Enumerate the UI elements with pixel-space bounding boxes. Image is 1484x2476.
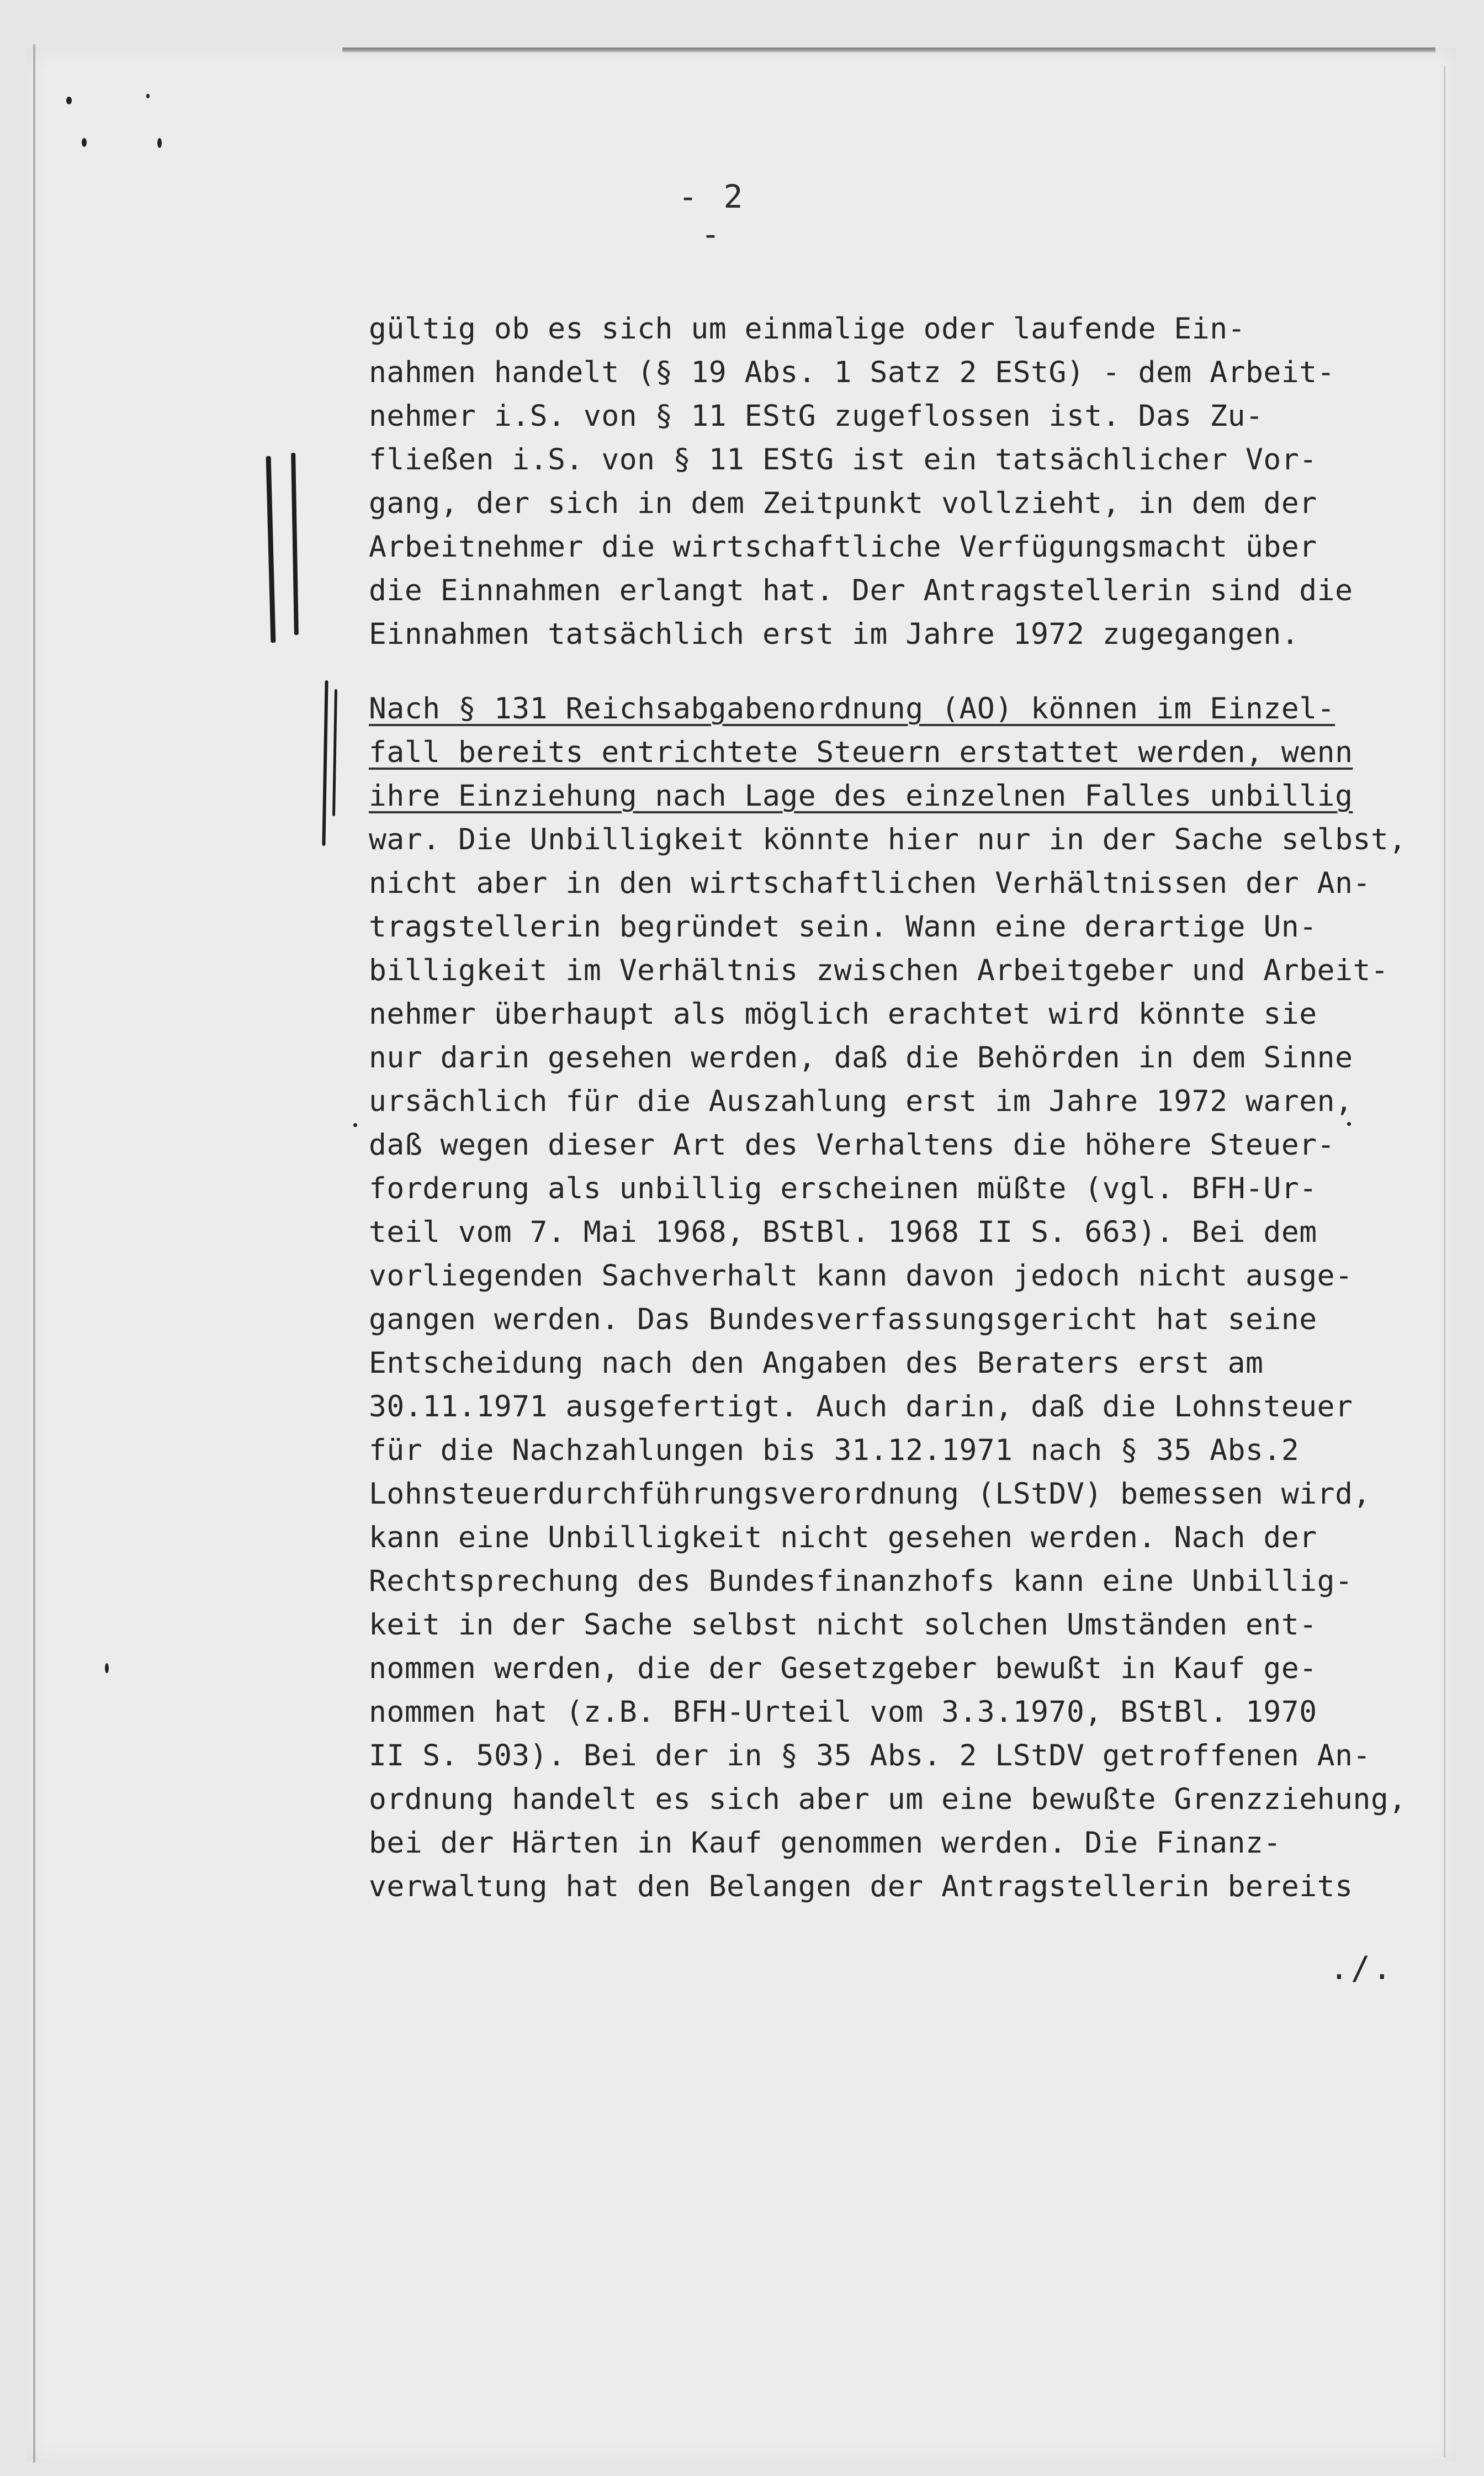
text-line: Rechtsprechung des Bundesfinanzhofs kann eine Unbillig- [369, 1564, 1353, 1598]
margin-speck [105, 1663, 109, 1673]
text-line: billigkeit im Verhältnis zwischen Arbeitgeber und Arbeit- [369, 954, 1389, 987]
page-number: - 2 - [678, 178, 746, 253]
paragraph-gap [369, 656, 1396, 687]
text-line: teil vom 7. Mai 1968, BStBl. 1968 II S. 663). Bei dem [369, 1215, 1317, 1249]
text-line: II S. 503). Bei der in § 35 Abs. 2 LStDV getroffenen An- [369, 1739, 1371, 1773]
text-line: nahmen handelt (§ 19 Abs. 1 Satz 2 EStG) - dem Arbeit- [369, 356, 1335, 389]
body-text [369, 307, 1407, 1908]
text-line: kann eine Unbilligkeit nicht gesehen werden. Nach der [369, 1521, 1317, 1554]
text-line: verwaltung hat den Belangen der Antragstellerin bereits [369, 1870, 1353, 1903]
text-line: vorliegenden Sachverhalt kann davon jedoch nicht ausge- [369, 1259, 1353, 1293]
text-line: war. Die Unbilligkeit könnte hier nur in der Sache selbst, [369, 823, 1407, 856]
text-line: Einnahmen tatsächlich erst im Jahre 1972 zugegangen. [369, 617, 1300, 651]
margin-speck [146, 94, 150, 98]
text-line: Arbeitnehmer die wirtschaftliche Verfügungsmacht über [369, 530, 1317, 564]
paragraph-1 [369, 307, 1396, 656]
text-line: Entscheidung nach den Angaben des Beraters erst am [369, 1346, 1264, 1380]
text-line: gültig ob es sich um einmalige oder laufende Ein- [369, 312, 1246, 346]
text-line: nommen hat (z.B. BFH-Urteil vom 3.3.1970, BStBl. 1970 [369, 1695, 1317, 1729]
continuation-mark: ./. [1329, 1949, 1394, 1987]
text-line: keit in der Sache selbst nicht solchen Umständen ent- [369, 1608, 1317, 1642]
margin-speck [82, 138, 87, 147]
text-line: für die Nachzahlungen bis 31.12.1971 nach § 35 Abs.2 [369, 1433, 1300, 1467]
margin-speck [157, 138, 162, 148]
text-line: nehmer i.S. von § 11 EStG zugeflossen ist. Das Zu- [369, 399, 1264, 433]
text-line: 30.11.1971 ausgefertigt. Auch darin, daß die Lohnsteuer [369, 1390, 1353, 1424]
text-line-underlined: Nach § 131 Reichsabgabenordnung (AO) können im Einzel- [369, 692, 1335, 726]
right-paper-edge [1444, 66, 1445, 2457]
text-line: ordnung handelt es sich aber um eine bewußte Grenzziehung, [369, 1782, 1407, 1816]
text-line: forderung als unbillig erscheinen müßte (vgl. BFH-Ur- [369, 1172, 1317, 1205]
margin-speck [66, 97, 72, 104]
text-line-underlined: fall bereits entrichtete Steuern erstattet werden, wenn [369, 736, 1353, 769]
text-line: bei der Härten in Kauf genommen werden. Die Finanz- [369, 1826, 1281, 1860]
text-line: ursächlich für die Auszahlung erst im Jahre 1972 waren, [369, 1084, 1353, 1118]
paragraph-2 [369, 687, 1407, 1908]
text-line: daß wegen dieser Art des Verhaltens die höhere Steuer- [369, 1128, 1335, 1162]
text-line: die Einnahmen erlangt hat. Der Antragstellerin sind die [369, 574, 1353, 607]
text-line-underlined: ihre Einziehung nach Lage des einzelnen Falles unbillig [369, 779, 1353, 813]
text-line: gang, der sich in dem Zeitpunkt vollzieht, in dem der [369, 486, 1317, 520]
text-line: nicht aber in den wirtschaftlichen Verhältnissen der An- [369, 866, 1371, 900]
text-line: Lohnsteuerdurchführungsverordnung (LStDV) bemessen wird, [369, 1477, 1371, 1511]
text-line: tragstellerin begründet sein. Wann eine derartige Un- [369, 910, 1317, 944]
text-line: fließen i.S. von § 11 EStG ist ein tatsächlicher Vor- [369, 443, 1317, 477]
text-line: nommen werden, die der Gesetzgeber bewußt in Kauf ge- [369, 1652, 1317, 1685]
top-edge-shadow [342, 47, 1435, 53]
text-line: nur darin gesehen werden, daß die Behörden in dem Sinne [369, 1041, 1353, 1075]
text-line: nehmer überhaupt als möglich erachtet wird könnte sie [369, 997, 1317, 1031]
left-paper-edge [33, 44, 35, 2463]
text-line: gangen werden. Das Bundesverfassungsgericht hat seine [369, 1303, 1317, 1336]
margin-speck [353, 1123, 357, 1127]
